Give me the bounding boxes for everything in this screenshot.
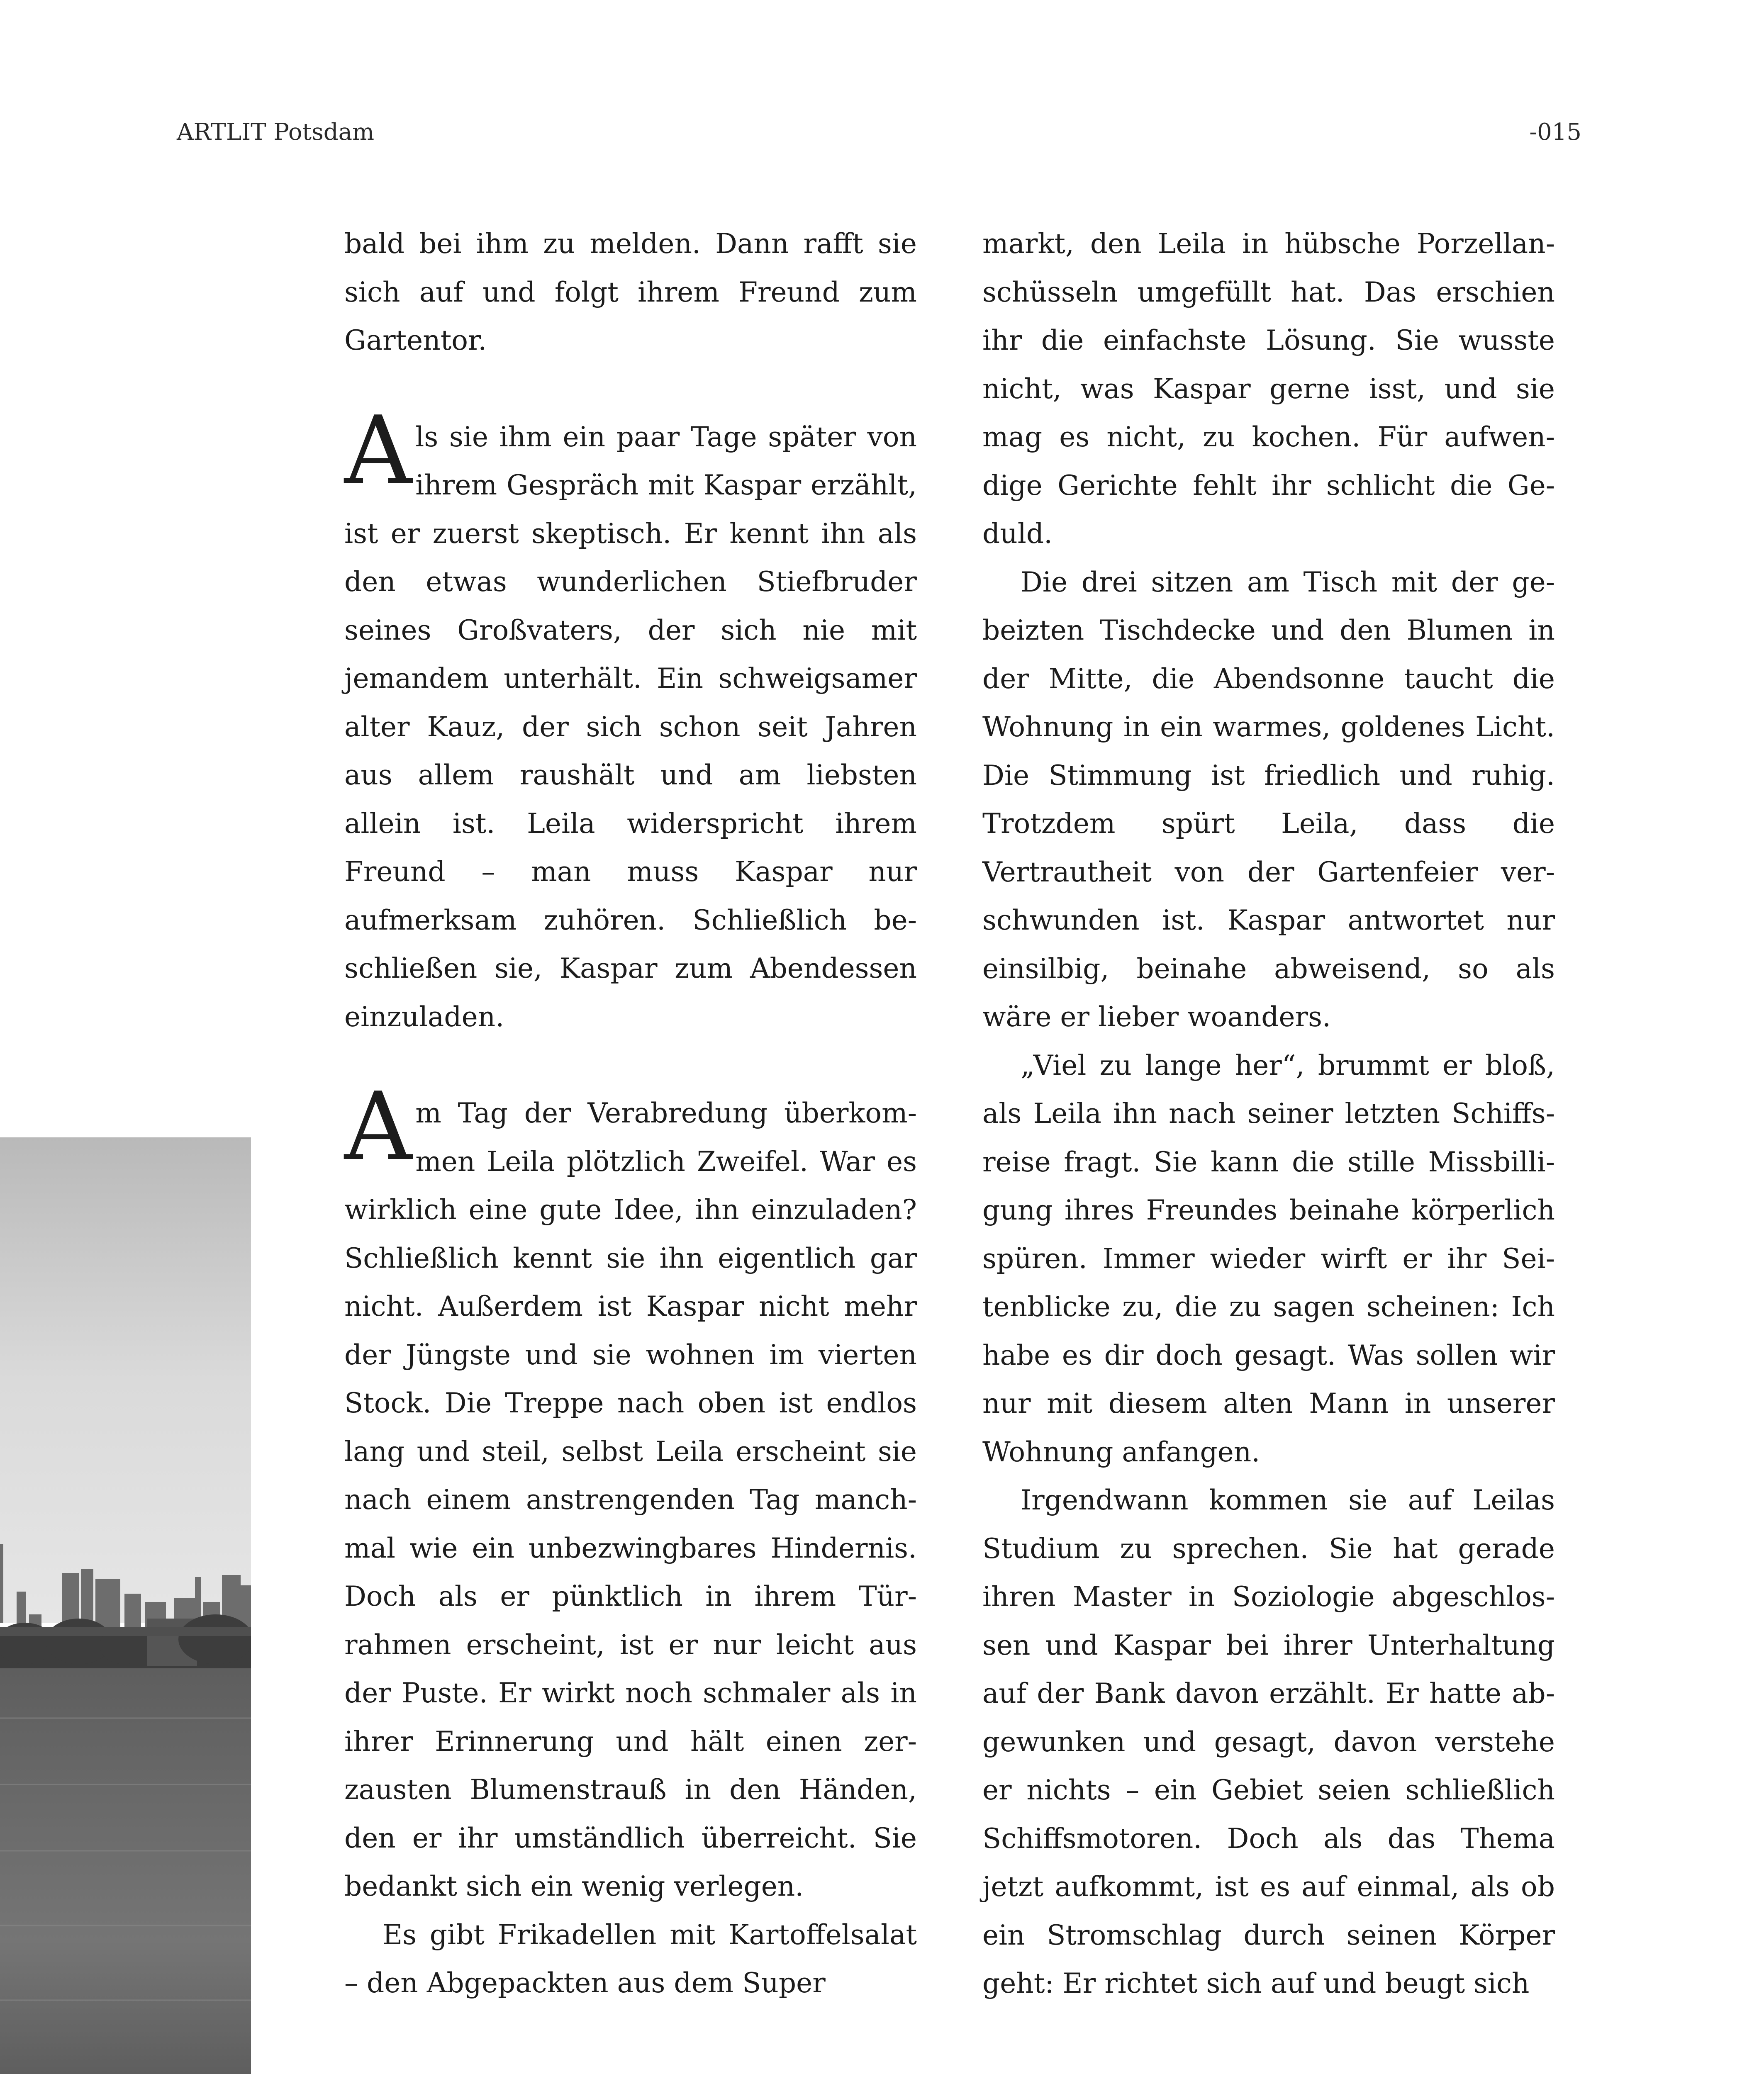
text-column-left xyxy=(344,220,917,2008)
paragraph-text: m Tag der Verabredung überkommen Leila plötzlich Zweifel. War es wirklich eine gute Idee, ihn einzuladen? Schließlich kennt sie ihn eigentlich gar nicht. Außerdem ist Kaspar nicht mehr der Jüngste und sie wohnen im vierten Stock. Die Treppe nach oben ist endlos lang und steil, selbst Leila erscheint sie nach einem anstrengenden Tag manchmal wie ein unbezwingbares Hindernis. Doch als er pünktlich in ihrem Türrahmen erscheint, ist er nur leicht aus der Puste. Er wirkt noch schmaler als in ihrer Erinnerung und hält einen zerzausten Blumenstrauß in den Händen, den er ihr umständlich überreicht. Sie bedankt sich ein wenig verlegen. xyxy=(344,1097,917,1902)
publication-name: ARTLIT Potsdam xyxy=(177,119,375,146)
paragraph: Irgendwann kommen sie auf Leilas Studium zu sprechen. Sie hat gerade ihren Master in Soziologie abgeschlossen und Kaspar bei ihrer Unterhaltung auf der Bank davon erzählt. Er hatte abgewunken und gesagt, davon verstehe er nichts – ein Gebiet seien schließlich Schiffsmotoren. Doch als das Thema jetzt aufkommt, ist es auf einmal, als ob ein Stromschlag durch seinen Körper geht: Er richtet sich auf und beugt sich xyxy=(982,1484,1555,1999)
river-water xyxy=(0,1668,251,2074)
paragraph-text: ls sie ihm ein paar Tage später von ihrem Gespräch mit Kaspar erzählt, ist er zuerst skeptisch. Er kennt ihn als den etwas wunderlichen Stiefbruder seines Großvaters, der sich nie mit jemandem unterhält. Ein schweigsamer alter Kauz, der sich schon seit Jahren aus allem raushält und am liebsten allein ist. Leila widerspricht ihrem Freund – man muss Kaspar nur aufmerksam zuhören. Schließlich beschließen sie, Kaspar zum Abendessen einzuladen. xyxy=(344,421,917,1033)
skyline-photo xyxy=(0,1137,251,2074)
text-column-right xyxy=(982,220,1555,2008)
paragraph-dropcap xyxy=(344,396,917,1042)
paragraph: bald bei ihm zu melden. Dann rafft sie sich auf und folgt ihrem Freund zum Gartentor. xyxy=(344,228,917,356)
paragraph: markt, den Leila in hübsche Porzellanschüsseln umgefüllt hat. Das erschien ihr die einfachste Lösung. Sie wusste nicht, was Kaspar gerne isst, und sie mag es nicht, zu kochen. Für aufwendige Gerichte fehlt ihr schlicht die Geduld. xyxy=(982,228,1555,550)
sky xyxy=(0,1137,251,1623)
paragraph: Es gibt Frikadellen mit Kartoffelsalat – den Abgepackten aus dem Super xyxy=(344,1918,917,1999)
paragraph-dropcap xyxy=(344,1072,917,1911)
paragraph: Die drei sitzen am Tisch mit der gebeizten Tischdecke und den Blumen in der Mitte, die Abendsonne taucht die Wohnung in ein warmes, goldenes Licht. Die Stimmung ist friedlich und ruhig. Trotzdem spürt Leila, dass die Vertrautheit von der Gartenfeier verschwunden ist. Kaspar antwortet nur einsilbig, beinahe abweisend, so als wäre er lieber woanders. xyxy=(982,566,1555,1033)
drop-cap: A xyxy=(344,1072,412,1181)
drop-cap: A xyxy=(344,396,412,505)
page-number: -015 xyxy=(1529,119,1581,146)
paragraph: „Viel zu lange her“, brummt er bloß, als Leila ihn nach seiner letzten Schiffsreise fragt. Sie kann die stille Missbilligung ihres Freundes beinahe körperlich spüren. Immer wieder wirft er ihr Seitenblicke zu, die zu sagen scheinen: Ich habe es dir doch gesagt. Was sollen wir nur mit diesem alten Mann in unserer Wohnung anfangen. xyxy=(982,1049,1555,1468)
